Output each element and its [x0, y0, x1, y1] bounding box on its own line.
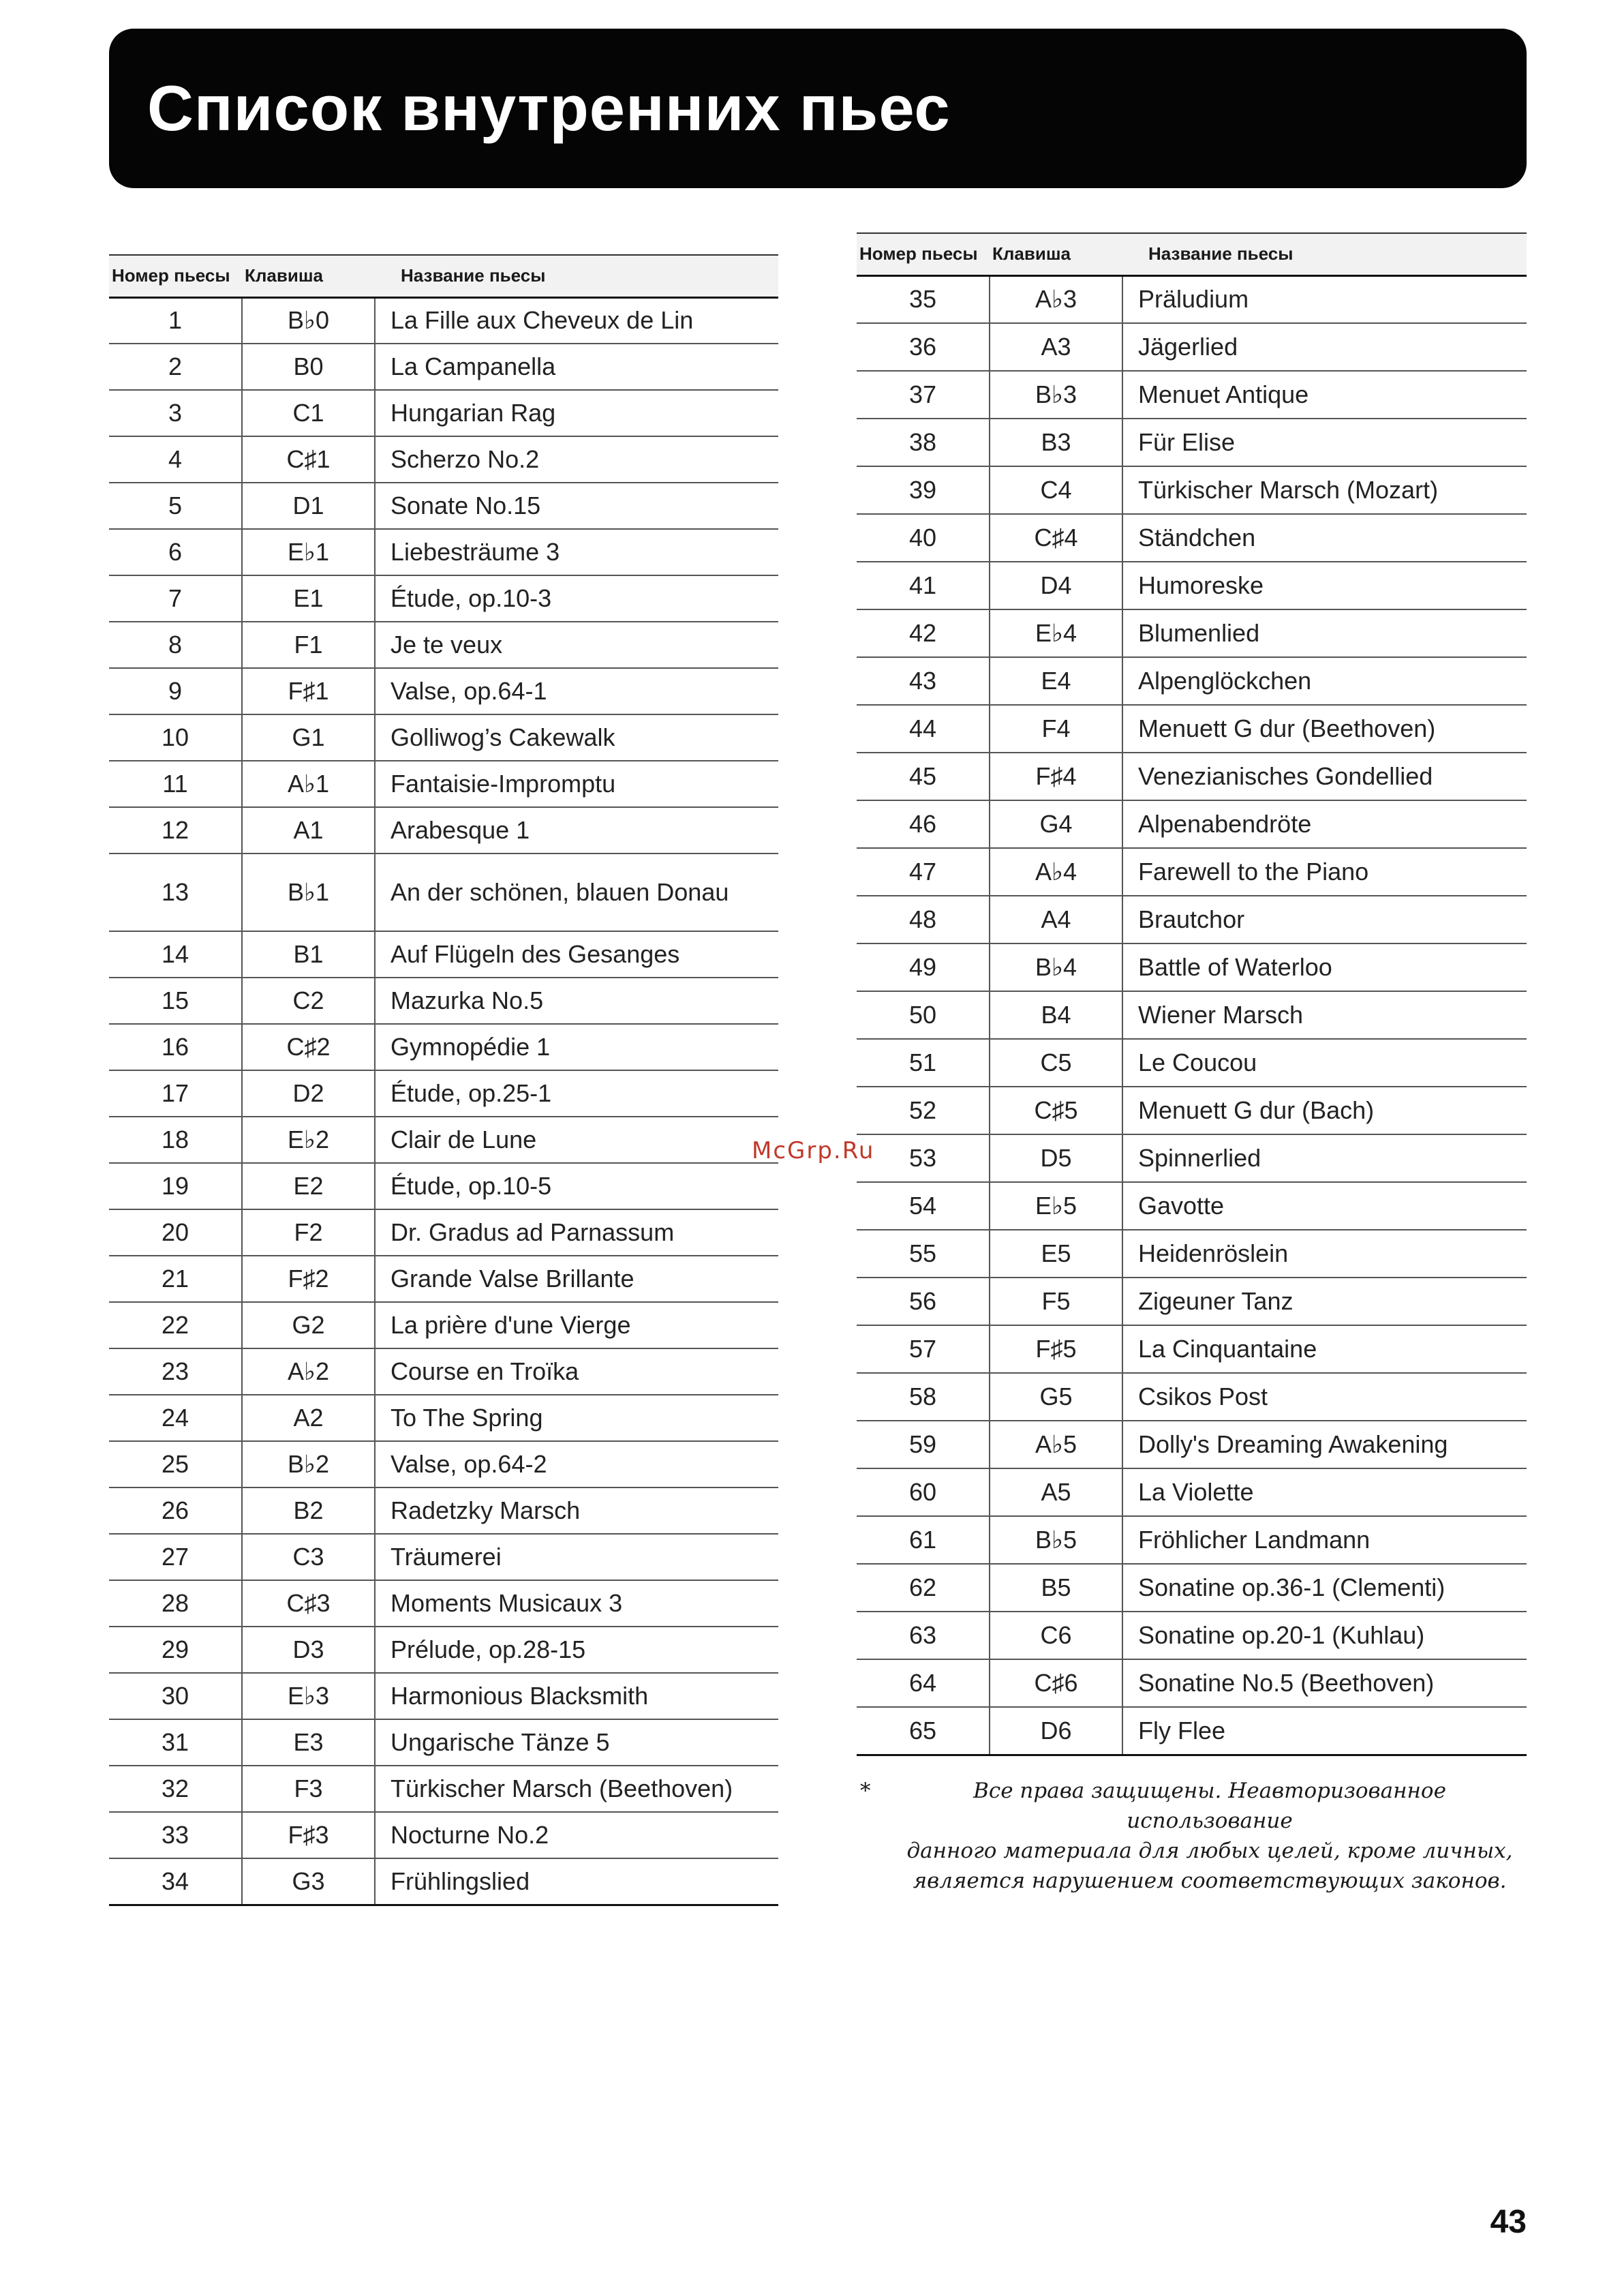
table-row [857, 1707, 1527, 1755]
piece-key: C♯3 [242, 1580, 375, 1627]
piece-key: F♯4 [990, 753, 1122, 800]
piece-name: Alpenabendröte [1122, 800, 1527, 848]
piece-key: F♯1 [242, 668, 375, 714]
table-row [857, 466, 1527, 514]
piece-name: Prélude, op.28-15 [375, 1627, 778, 1673]
table-row [857, 1564, 1527, 1612]
piece-key: A♭4 [990, 848, 1122, 896]
piece-name: Gavotte [1122, 1182, 1527, 1230]
table-row [109, 931, 778, 978]
piece-key: C1 [242, 390, 375, 436]
piece-name: Dolly's Dreaming Awakening [1122, 1421, 1527, 1468]
piece-key: G1 [242, 714, 375, 761]
piece-number: 59 [857, 1421, 990, 1468]
piece-number: 64 [857, 1659, 990, 1707]
piece-number: 18 [109, 1117, 242, 1163]
piece-name: Sonatine op.36-1 (Clementi) [1122, 1564, 1527, 1612]
table-row [857, 609, 1527, 657]
piece-name: Für Elise [1122, 419, 1527, 466]
piece-key: F♯5 [990, 1325, 1122, 1373]
piece-name: Spinnerlied [1122, 1134, 1527, 1182]
table-row [109, 1348, 778, 1395]
piece-name: Menuett G dur (Beethoven) [1122, 705, 1527, 753]
piece-key: E3 [242, 1719, 375, 1766]
piece-number: 14 [109, 931, 242, 978]
piece-number: 43 [857, 657, 990, 705]
piece-key: C♯2 [242, 1024, 375, 1070]
piece-key: F1 [242, 622, 375, 668]
piece-number: 11 [109, 761, 242, 807]
table-row [857, 514, 1527, 562]
piece-name: Étude, op.10-5 [375, 1163, 778, 1209]
piece-key: E4 [990, 657, 1122, 705]
table-row [857, 1134, 1527, 1182]
song-table-left [109, 254, 778, 1906]
piece-name: Fly Flee [1122, 1707, 1527, 1755]
piece-number: 33 [109, 1812, 242, 1858]
piece-number: 31 [109, 1719, 242, 1766]
piece-key: B♭3 [990, 371, 1122, 419]
piece-number: 32 [109, 1766, 242, 1812]
piece-key: E♭1 [242, 529, 375, 575]
table-row [109, 529, 778, 575]
piece-name: Türkischer Marsch (Mozart) [1122, 466, 1527, 514]
piece-name: Menuet Antique [1122, 371, 1527, 419]
table-row [109, 483, 778, 529]
piece-key: G4 [990, 800, 1122, 848]
table-row [857, 1039, 1527, 1087]
piece-key: D2 [242, 1070, 375, 1117]
piece-name: Étude, op.25-1 [375, 1070, 778, 1117]
piece-number: 44 [857, 705, 990, 753]
piece-key: C♯4 [990, 514, 1122, 562]
piece-key: C♯6 [990, 1659, 1122, 1707]
piece-key: D5 [990, 1134, 1122, 1182]
piece-key: C3 [242, 1534, 375, 1580]
piece-key: F♯2 [242, 1256, 375, 1302]
copyright-footnote [860, 1776, 1528, 1896]
piece-key: F3 [242, 1766, 375, 1812]
piece-name: Sonate No.15 [375, 483, 778, 529]
table-row [857, 419, 1527, 466]
table-row [109, 390, 778, 436]
piece-number: 46 [857, 800, 990, 848]
song-table-right [857, 232, 1527, 1756]
piece-name: Nocturne No.2 [375, 1812, 778, 1858]
piece-key: D1 [242, 483, 375, 529]
piece-number: 27 [109, 1534, 242, 1580]
title-banner [109, 29, 1527, 188]
table-row [857, 896, 1527, 943]
table-row [857, 1087, 1527, 1134]
table-row [857, 371, 1527, 419]
piece-number: 7 [109, 575, 242, 622]
table-row [109, 1534, 778, 1580]
piece-key: D4 [990, 562, 1122, 609]
piece-key: A♭3 [990, 275, 1122, 323]
piece-number: 58 [857, 1373, 990, 1421]
table-row [857, 943, 1527, 991]
piece-name: Venezianisches Gondellied [1122, 753, 1527, 800]
piece-key: E♭4 [990, 609, 1122, 657]
piece-name: Clair de Lune [375, 1117, 778, 1163]
table-row [109, 761, 778, 807]
piece-number: 35 [857, 275, 990, 323]
piece-key: F2 [242, 1209, 375, 1256]
piece-name: La Fille aux Cheveux de Lin [375, 297, 778, 344]
watermark-text: McGrp.Ru [752, 1137, 875, 1164]
piece-name: Arabesque 1 [375, 807, 778, 854]
piece-number: 62 [857, 1564, 990, 1612]
piece-name: Frühlingslied [375, 1858, 778, 1905]
piece-number: 3 [109, 390, 242, 436]
table-row [109, 1487, 778, 1534]
piece-number: 57 [857, 1325, 990, 1373]
table-row [109, 1302, 778, 1348]
piece-number: 10 [109, 714, 242, 761]
table-row [857, 1468, 1527, 1516]
piece-name: Jägerlied [1122, 323, 1527, 371]
piece-name: La Campanella [375, 344, 778, 390]
table-row [857, 800, 1527, 848]
piece-key: B♭1 [242, 854, 375, 931]
piece-name: Humoreske [1122, 562, 1527, 609]
piece-key: F♯3 [242, 1812, 375, 1858]
piece-number: 26 [109, 1487, 242, 1534]
piece-number: 5 [109, 483, 242, 529]
table-header-row [857, 233, 1527, 275]
table-row [109, 854, 778, 931]
piece-name: Liebesträume 3 [375, 529, 778, 575]
piece-key: A5 [990, 1468, 1122, 1516]
piece-name: Dr. Gradus ad Parnassum [375, 1209, 778, 1256]
table-row [109, 436, 778, 483]
piece-key: E5 [990, 1230, 1122, 1278]
piece-number: 50 [857, 991, 990, 1039]
piece-key: B5 [990, 1564, 1122, 1612]
piece-name: Sonatine op.20-1 (Kuhlau) [1122, 1612, 1527, 1659]
table-row [857, 991, 1527, 1039]
song-table [109, 254, 778, 1906]
piece-key: B♭2 [242, 1441, 375, 1487]
piece-number: 16 [109, 1024, 242, 1070]
page-title: Список внутренних пьес [147, 72, 951, 144]
piece-name: To The Spring [375, 1395, 778, 1441]
piece-number: 53 [857, 1134, 990, 1182]
piece-name: Wiener Marsch [1122, 991, 1527, 1039]
table-row [109, 668, 778, 714]
table-row [857, 1516, 1527, 1564]
piece-key: C2 [242, 978, 375, 1024]
table-row [857, 562, 1527, 609]
table-row [109, 1580, 778, 1627]
piece-key: E1 [242, 575, 375, 622]
piece-number: 48 [857, 896, 990, 943]
piece-number: 54 [857, 1182, 990, 1230]
piece-key: B4 [990, 991, 1122, 1039]
piece-key: D3 [242, 1627, 375, 1673]
piece-name: Scherzo No.2 [375, 436, 778, 483]
piece-number: 17 [109, 1070, 242, 1117]
table-row [109, 1395, 778, 1441]
footnote-line: является нарушением соответствующих законов. [913, 1869, 1507, 1893]
piece-key: D6 [990, 1707, 1122, 1755]
table-row [857, 753, 1527, 800]
piece-number: 15 [109, 978, 242, 1024]
piece-number: 41 [857, 562, 990, 609]
piece-number: 63 [857, 1612, 990, 1659]
piece-name: Ständchen [1122, 514, 1527, 562]
table-row [857, 657, 1527, 705]
piece-number: 30 [109, 1673, 242, 1719]
piece-number: 51 [857, 1039, 990, 1087]
piece-key: E♭5 [990, 1182, 1122, 1230]
table-row [857, 1278, 1527, 1325]
table-row [857, 1325, 1527, 1373]
table-row [857, 1421, 1527, 1468]
piece-key: G2 [242, 1302, 375, 1348]
piece-name: Auf Flügeln des Gesanges [375, 931, 778, 978]
table-row [857, 1230, 1527, 1278]
piece-number: 55 [857, 1230, 990, 1278]
piece-number: 6 [109, 529, 242, 575]
piece-number: 52 [857, 1087, 990, 1134]
table-row [109, 622, 778, 668]
piece-key: A♭1 [242, 761, 375, 807]
table-row [109, 1812, 778, 1858]
piece-name: Alpenglöckchen [1122, 657, 1527, 705]
piece-key: E♭3 [242, 1673, 375, 1719]
piece-key: B2 [242, 1487, 375, 1534]
piece-key: C5 [990, 1039, 1122, 1087]
piece-number: 23 [109, 1348, 242, 1395]
table-row [857, 275, 1527, 323]
piece-name: Präludium [1122, 275, 1527, 323]
piece-key: A3 [990, 323, 1122, 371]
table-row [857, 1612, 1527, 1659]
table-row [109, 807, 778, 854]
table-row [109, 1766, 778, 1812]
piece-key: A♭5 [990, 1421, 1122, 1468]
piece-name: Course en Troïka [375, 1348, 778, 1395]
piece-key: B♭0 [242, 297, 375, 344]
piece-number: 20 [109, 1209, 242, 1256]
piece-number: 13 [109, 854, 242, 931]
piece-name: Valse, op.64-2 [375, 1441, 778, 1487]
piece-key: A♭2 [242, 1348, 375, 1395]
piece-name: Hungarian Rag [375, 390, 778, 436]
header-name: Название пьесы [375, 255, 778, 297]
piece-name: Zigeuner Tanz [1122, 1278, 1527, 1325]
table-row [109, 344, 778, 390]
piece-name: Fröhlicher Landmann [1122, 1516, 1527, 1564]
footnote-line: Все права защищены. Неавторизованное использование [973, 1779, 1446, 1833]
piece-name: Harmonious Blacksmith [375, 1673, 778, 1719]
table-row [109, 1256, 778, 1302]
piece-name: Valse, op.64-1 [375, 668, 778, 714]
piece-name: Je te veux [375, 622, 778, 668]
piece-number: 36 [857, 323, 990, 371]
piece-number: 1 [109, 297, 242, 344]
piece-name: Ungarische Tänze 5 [375, 1719, 778, 1766]
piece-number: 56 [857, 1278, 990, 1325]
piece-number: 28 [109, 1580, 242, 1627]
piece-number: 42 [857, 609, 990, 657]
piece-key: G5 [990, 1373, 1122, 1421]
piece-name: Brautchor [1122, 896, 1527, 943]
piece-name: Le Coucou [1122, 1039, 1527, 1087]
piece-name: Sonatine No.5 (Beethoven) [1122, 1659, 1527, 1707]
piece-key: A4 [990, 896, 1122, 943]
piece-key: A1 [242, 807, 375, 854]
piece-name: Grande Valse Brillante [375, 1256, 778, 1302]
table-row [857, 1659, 1527, 1707]
table-row [109, 1719, 778, 1766]
piece-name: Gymnopédie 1 [375, 1024, 778, 1070]
piece-number: 34 [109, 1858, 242, 1905]
footnote-asterisk: * [860, 1779, 871, 1803]
piece-number: 40 [857, 514, 990, 562]
piece-number: 49 [857, 943, 990, 991]
table-row [857, 1182, 1527, 1230]
piece-name: Träumerei [375, 1534, 778, 1580]
piece-name: Moments Musicaux 3 [375, 1580, 778, 1627]
table-row [109, 1117, 778, 1163]
table-row [109, 978, 778, 1024]
piece-number: 61 [857, 1516, 990, 1564]
table-body [109, 297, 778, 1905]
table-row [857, 323, 1527, 371]
table-row [857, 1373, 1527, 1421]
piece-key: C4 [990, 466, 1122, 514]
header-name: Название пьесы [1122, 233, 1527, 275]
piece-key: F4 [990, 705, 1122, 753]
piece-number: 47 [857, 848, 990, 896]
table-row [109, 1858, 778, 1905]
header-number: Номер пьесы [109, 255, 242, 297]
table-row [109, 1163, 778, 1209]
piece-name: Battle of Waterloo [1122, 943, 1527, 991]
table-row [109, 1673, 778, 1719]
piece-number: 60 [857, 1468, 990, 1516]
piece-number: 37 [857, 371, 990, 419]
table-row [109, 1024, 778, 1070]
piece-name: Étude, op.10-3 [375, 575, 778, 622]
piece-name: Heidenröslein [1122, 1230, 1527, 1278]
piece-number: 21 [109, 1256, 242, 1302]
piece-number: 8 [109, 622, 242, 668]
piece-number: 38 [857, 419, 990, 466]
piece-name: La Violette [1122, 1468, 1527, 1516]
footnote-line: данного материала для любых целей, кроме личных, [906, 1839, 1513, 1863]
piece-number: 4 [109, 436, 242, 483]
piece-number: 65 [857, 1707, 990, 1755]
table-header-row [109, 255, 778, 297]
piece-key: B1 [242, 931, 375, 978]
song-table [857, 232, 1527, 1756]
piece-number: 22 [109, 1302, 242, 1348]
piece-name: Fantaisie-Impromptu [375, 761, 778, 807]
table-row [109, 297, 778, 344]
piece-number: 24 [109, 1395, 242, 1441]
table-row [857, 848, 1527, 896]
header-key: Клавиша [242, 255, 375, 297]
piece-key: B3 [990, 419, 1122, 466]
piece-number: 2 [109, 344, 242, 390]
piece-key: C♯1 [242, 436, 375, 483]
piece-key: B0 [242, 344, 375, 390]
piece-key: F5 [990, 1278, 1122, 1325]
piece-number: 25 [109, 1441, 242, 1487]
piece-key: C6 [990, 1612, 1122, 1659]
table-body [857, 275, 1527, 1755]
piece-key: B♭4 [990, 943, 1122, 991]
piece-number: 45 [857, 753, 990, 800]
table-row [109, 1441, 778, 1487]
piece-name: Türkischer Marsch (Beethoven) [375, 1766, 778, 1812]
piece-key: E2 [242, 1163, 375, 1209]
piece-key: A2 [242, 1395, 375, 1441]
header-number: Номер пьесы [857, 233, 990, 275]
piece-name: An der schönen, blauen Donau [375, 854, 778, 931]
piece-name: Csikos Post [1122, 1373, 1527, 1421]
piece-key: E♭2 [242, 1117, 375, 1163]
table-row [857, 705, 1527, 753]
piece-number: 39 [857, 466, 990, 514]
piece-number: 29 [109, 1627, 242, 1673]
piece-key: C♯5 [990, 1087, 1122, 1134]
header-key: Клавиша [990, 233, 1122, 275]
page-number: 43 [1490, 2204, 1527, 2240]
piece-name: Menuett G dur (Bach) [1122, 1087, 1527, 1134]
piece-number: 12 [109, 807, 242, 854]
piece-name: Blumenlied [1122, 609, 1527, 657]
piece-name: Farewell to the Piano [1122, 848, 1527, 896]
piece-name: Golliwog’s Cakewalk [375, 714, 778, 761]
table-row [109, 1627, 778, 1673]
piece-number: 19 [109, 1163, 242, 1209]
piece-name: Radetzky Marsch [375, 1487, 778, 1534]
table-row [109, 714, 778, 761]
table-row [109, 575, 778, 622]
piece-key: G3 [242, 1858, 375, 1905]
table-row [109, 1209, 778, 1256]
piece-name: Mazurka No.5 [375, 978, 778, 1024]
piece-number: 9 [109, 668, 242, 714]
table-row [109, 1070, 778, 1117]
piece-name: La prière d'une Vierge [375, 1302, 778, 1348]
piece-name: La Cinquantaine [1122, 1325, 1527, 1373]
piece-key: B♭5 [990, 1516, 1122, 1564]
